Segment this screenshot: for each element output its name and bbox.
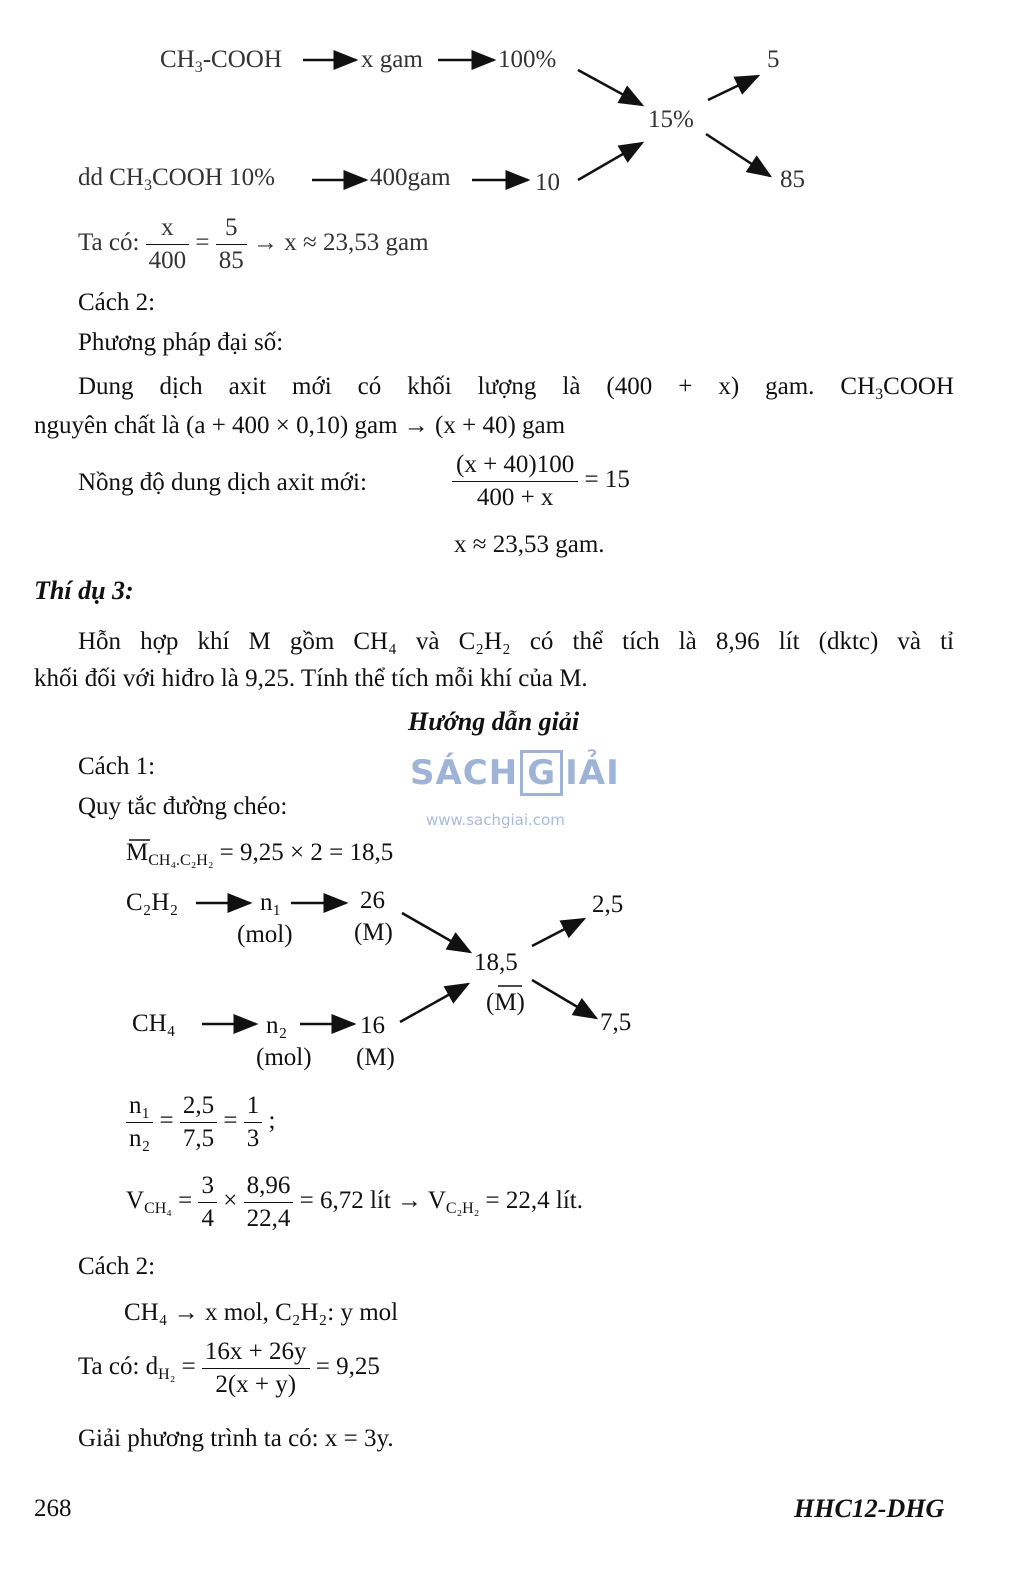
ratio-equation: $\frac{\text{n₁}}{\text{n₂}}$ = $\frac{2,5}{7,5}$ = $\frac{1}{3}$ ; xyxy=(126,1090,275,1155)
diagram2-r2-mol: (mol) xyxy=(256,1044,312,1071)
diagram2-r1-mol: (mol) xyxy=(237,921,293,948)
equation-1: Ta có: $\frac{x}{400}$ = $\frac{5}{85}$ → x ≈ 23,53 gam xyxy=(78,214,429,274)
diagram1-row1-compound: $CH_3$-COOH xyxy=(160,46,282,76)
example-3-line-2: khối đối với hiđro là 9,25. Tính thể tích mỗi khí của M. xyxy=(34,665,588,692)
equation-2-prefix: Nồng độ dung dịch axit mới: xyxy=(78,469,367,496)
diagram2-out-top: 2,5 xyxy=(592,891,624,918)
method-2b-label: Cách 2: xyxy=(78,1253,156,1280)
example-3-heading: Thí dụ 3: xyxy=(34,576,134,605)
diagram2-r2-M: (M) xyxy=(356,1044,395,1071)
density-equation: Ta có: $d_{H_2}$ = $\frac{16x + 26y}{2(x + y)}$ = 9,25 xyxy=(78,1338,380,1398)
arrow xyxy=(402,913,470,952)
volume-equation: $V_{CH_4}$ = $\frac{3}{4}$ × $\frac{8,96}{22,4}$ = 6,72 lít → $V_{C_2H_2} = 22,4$ lít. xyxy=(126,1172,583,1232)
paragraph-line-1: Dung dịch axit mới có khối lượng là (400 + x) gam. $CH_3COOH$ xyxy=(78,373,954,403)
diagram1-row1-percent: 100% xyxy=(498,46,557,73)
arrow xyxy=(400,984,468,1022)
method-1-label: Cách 1: xyxy=(78,753,156,780)
arrow xyxy=(708,76,758,100)
watermark-logo: SÁCH G IẢI xyxy=(410,750,620,796)
book-code: HHC12-DHG xyxy=(794,1494,945,1523)
paragraph-line-2: nguyên chất là (a + 400 × 0,10) gam → (x + 40) gam xyxy=(34,412,566,439)
diagram1-row2-value: 10 xyxy=(535,169,560,196)
equation-2: $\frac{(x + 40)100}{400 + x}$ = 15 xyxy=(452,449,630,514)
arrow xyxy=(532,980,596,1018)
diagram2-center-label: (M) xyxy=(486,989,525,1016)
moles-line: CH₄ → x mol, C₂H₂: y mol xyxy=(124,1299,399,1326)
diagram2-r1-n: n₁ xyxy=(260,889,282,916)
diagram1-out-top: 5 xyxy=(767,46,780,73)
arrow xyxy=(706,134,770,176)
arrow xyxy=(578,143,642,180)
example-3-line-1: Hỗn hợp khí M gồm CH₄ và C₂H₂ có thể tích là 8,96 lít (dktc) và tỉ xyxy=(78,628,954,655)
diagram2-center: 18,5 xyxy=(474,949,518,976)
arrow xyxy=(532,919,584,946)
diagram2-r1-label: C₂H₂ xyxy=(126,889,179,916)
watermark-url: www.sachgiai.com xyxy=(426,811,565,829)
equation-2-result: x ≈ 23,53 gam. xyxy=(454,531,605,558)
diagram1-row2-mass: 400gam xyxy=(370,164,451,191)
diagram2-r1-val: 26 xyxy=(360,887,385,914)
cross-rule-label: Quy tắc đường chéo: xyxy=(78,793,288,820)
diagram2-out-bottom: 7,5 xyxy=(600,1009,632,1036)
guide-heading: Hướng dẫn giải xyxy=(408,707,580,736)
diagram1-out-bottom: 85 xyxy=(780,166,805,193)
diagram1-center: 15% xyxy=(648,106,694,133)
diagram2-r2-val: 16 xyxy=(360,1012,385,1039)
diagram1-row2-compound: dd $CH_3COOH$ 10% xyxy=(78,164,275,194)
diagram2-r2-label: CH₄ xyxy=(132,1010,176,1037)
diagram1-row1-mass: x gam xyxy=(361,46,423,73)
page-number: 268 xyxy=(34,1495,72,1522)
solution-line: Giải phương trình ta có: x = 3y. xyxy=(78,1425,394,1452)
mean-molar-mass: $M_{CH_4.C_2H_2} = 9,25 \times 2 = 18,5$ xyxy=(126,839,394,869)
method-2-label: Cách 2: xyxy=(78,289,156,316)
diagram2-r2-n: n₂ xyxy=(266,1012,288,1039)
diagram2-r1-M: (M) xyxy=(354,919,393,946)
arrow xyxy=(578,70,642,105)
algebra-method: Phương pháp đại số: xyxy=(78,329,284,356)
